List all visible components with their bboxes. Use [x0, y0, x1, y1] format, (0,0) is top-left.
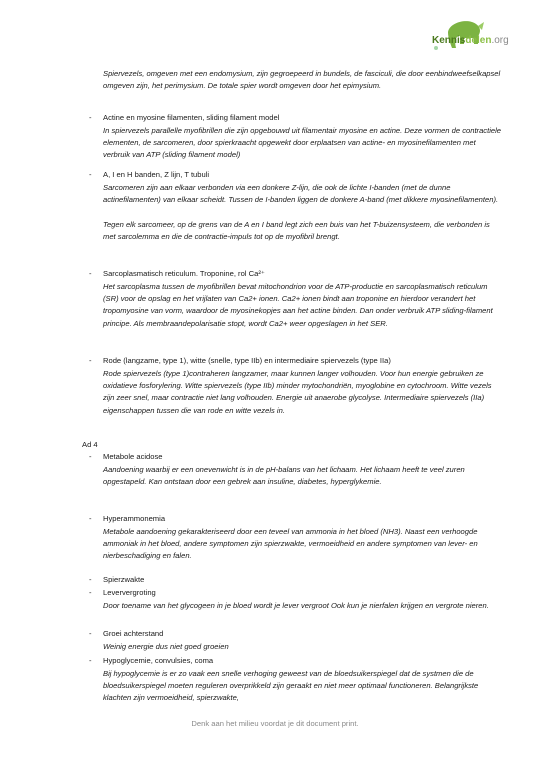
list-heading: A, I en H banden, Z lijn, T tubuli: [103, 170, 210, 179]
paragraph: Spiervezels, omgeven met een endomysium, zijn gegroepeerd in bundels, de fasciculi, die door eenbindweefselkapsel omgeven zijn, het perimysium. De totale spier wordt omgeven door het epimysium.: [103, 69, 501, 91]
paragraph: In spiervezels parallelle myofibrillen die zijn opgebouwd uit filamentair myosine en actine. Deze vormen de contractiele elementen, de sarcomeren, door spierkraacht opgewekt door erplaatsen van actine- en myosinefilamenten met verbruik van ATP (sliding filament model): [103, 126, 502, 160]
logo-text-part2: delen: [465, 35, 492, 46]
bullet-marker: -: [89, 629, 92, 638]
section-label: Ad 4: [82, 440, 98, 449]
logo-text-part3: .org: [491, 35, 509, 46]
list-heading: Actine en myosine filamenten, sliding filament model: [103, 113, 280, 122]
paragraph: Sarcomeren zijn aan elkaar verbonden via een donkere Z-lijn, die ook de lichte I-banden (met de dunne actinefilamenten) van elkaar scheidt. Tussen de I-banden liggen de donkere A-band (met dikkere myosinefilamenten).: [103, 183, 499, 205]
bullet-marker: -: [89, 588, 92, 597]
logo-text-part1: Kennis: [432, 35, 466, 46]
paragraph: Door toename van het glycogeen in je bloed wordt je lever vergroot Ook kun je nierfalen krijgen en vergrote nieren.: [103, 601, 489, 610]
list-heading: Leververgroting: [103, 588, 156, 597]
bullet-marker: -: [89, 269, 92, 278]
list-heading: Hypoglycemie, convulsies, coma: [103, 656, 214, 665]
list-heading: Groei achterstand: [103, 629, 164, 638]
paragraph: Weinig energie dus niet goed groeien: [103, 642, 229, 651]
paragraph: Bij hypoglycemie is er zo vaak een snelle verhoging geweest van de bloedsuikerspiegel dat de systmen die de bloedsuikerspiegel moeten reguleren overprikkeld zijn geraakt en niet meer optimaal functioneren. Belangrijkste klachten zijn vermoeidheid, spierzwakte,: [103, 669, 479, 703]
page-footer: Denk aan het milieu voordat je dit document print.: [191, 719, 359, 728]
list-heading: Spierzwakte: [103, 575, 145, 584]
paragraph: Het sarcoplasma tussen de myofibrillen bevat mitochondrion voor de ATP-productie en sarcoplasmatisch reticulum (SR) voor de opslag en het vrijlaten van Ca2+ ionen. Ca2+ ionen bindt aan troponine en hierdoor verandert het tropomyosine van vorm, waardoor de myosinekopjes aan het actine binden. Dan onder verbruik ATP sliding-filament principe. Als membraandepolarisatie stopt, wordt Ca2+ weer opgeslagen in het SER.: [103, 282, 493, 328]
list-heading: Rode (langzame, type 1), witte (snelle, type IIb) en intermediaire spiervezels (type IIa): [103, 356, 391, 365]
paragraph: Rode spiervezels (type 1)contraheren langzamer, maar kunnen langer volhouden. Voor hun energie gebruiken ze oxidatieve fosforylering. Witte spiervezels (type IIb) minder mytochondriën, myoglobine en cytochroom. Witte vezels zijn zeer snel, maar contractie niet lang volhouden. Energie uit anaerobe glycolyse. Intermediaire spiervezels (IIa) eigenschappen tussen die van rode en witte vezels in.: [103, 369, 492, 415]
list-heading: Hyperammonemia: [103, 514, 166, 523]
bullet-marker: -: [89, 452, 92, 461]
logo-text: [432, 35, 509, 46]
list-heading: Metabole acidose: [103, 452, 163, 461]
paragraph: Aandoening waarbij er een onevenwicht is in de pH-balans van het lichaam. Het lichaam heeft te veel zuren opgestapeld. Kan ontstaan door een gebrek aan insuline, diabetes, hyperglykemie.: [103, 465, 465, 487]
bullet-marker: -: [89, 514, 92, 523]
list-heading: Sarcoplasmatisch reticulum. Troponine, rol Ca²⁺: [103, 269, 265, 278]
bullet-marker: -: [89, 356, 92, 365]
bullet-marker: -: [89, 656, 92, 665]
bullet-marker: -: [89, 170, 92, 179]
kennisdelen-logo: [418, 18, 536, 54]
paragraph: Tegen elk sarcomeer, op de grens van de A en I band legt zich een buis van het T-buizensysteem, die verbonden is met sarcolemma en die de contractie-impuls tot op de myofibril brengt.: [103, 220, 490, 242]
paragraph: Metabole aandoening gekarakteriseerd door een teveel van ammonia in het bloed (NH3). Naast een verhoogde ammoniak in het bloed, andere symptomen zijn spierzwakte, vermoeidheid en andere symptomen van lever- en nierbeschadiging en falen.: [103, 527, 478, 561]
bullet-marker: -: [89, 575, 92, 584]
bullet-marker: -: [89, 113, 92, 122]
